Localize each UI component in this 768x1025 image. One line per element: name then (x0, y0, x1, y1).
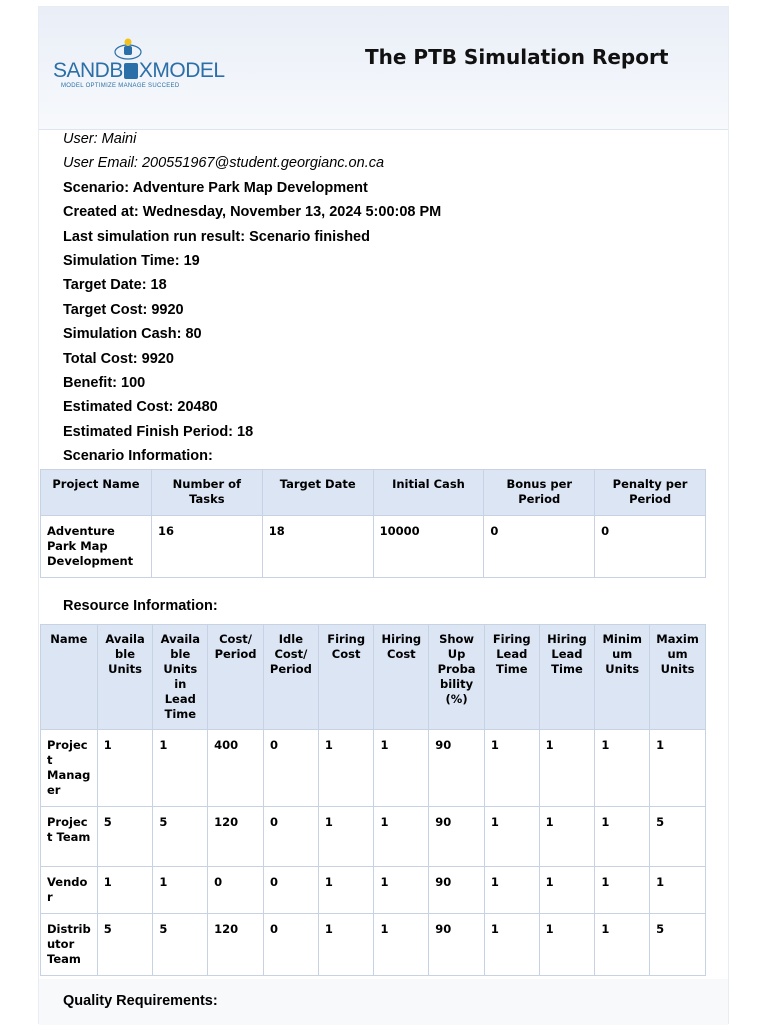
table-cell: Adventure Park Map Development (41, 516, 152, 578)
simulation-time-line: Simulation Time: 19 (63, 252, 200, 269)
table-cell: 5 (650, 807, 706, 867)
table-cell: 400 (208, 730, 264, 807)
table-cell: 5 (153, 807, 208, 867)
table-row (41, 516, 706, 578)
resource-table (40, 624, 706, 976)
report-page (38, 6, 729, 1024)
table-cell: 1 (318, 730, 374, 807)
table-cell: 0 (263, 914, 318, 976)
table-cell: 0 (595, 516, 706, 578)
column-header: Hiring Lead Time (539, 625, 595, 730)
quality-requirements-title: Quality Requirements: (63, 993, 218, 1009)
sandboxmodel-logo (53, 37, 223, 93)
column-header: Cost/ Period (208, 625, 264, 730)
table-cell: 1 (484, 867, 539, 914)
column-header: Target Date (262, 470, 373, 516)
total-cost-line: Total Cost: 9920 (63, 350, 174, 367)
column-header: Availa ble Units in Lead Time (153, 625, 208, 730)
table-cell: 1 (650, 730, 706, 807)
column-header: Minim um Units (595, 625, 650, 730)
table-cell: 1 (97, 867, 153, 914)
table-row (41, 867, 706, 914)
user-email-line: User Email: 200551967@student.georgianc.on.ca (63, 155, 385, 172)
estimated-cost-line: Estimated Cost: 20480 (63, 399, 218, 416)
table-cell: 5 (97, 807, 153, 867)
column-header: Firing Lead Time (484, 625, 539, 730)
table-cell: 5 (650, 914, 706, 976)
scenario-table (40, 469, 706, 578)
table-cell: 1 (539, 807, 595, 867)
scenario-line: Scenario: Adventure Park Map Development (63, 179, 368, 196)
resource-header-row (41, 625, 706, 730)
table-cell: 1 (595, 914, 650, 976)
table-cell: 16 (151, 516, 262, 578)
table-cell: 1 (374, 914, 429, 976)
user-line: User: Maini (63, 131, 137, 147)
column-header: Number of Tasks (151, 470, 262, 516)
table-cell: 0 (484, 516, 595, 578)
estimated-finish-line: Estimated Finish Period: 18 (63, 423, 254, 440)
table-cell: 90 (429, 807, 485, 867)
table-cell: 1 (318, 867, 374, 914)
column-header: Firing Cost (318, 625, 374, 730)
table-cell: 1 (484, 914, 539, 976)
table-cell: 1 (484, 807, 539, 867)
column-header: Idle Cost/ Period (263, 625, 318, 730)
table-cell: 1 (539, 730, 595, 807)
table-cell: 0 (208, 867, 264, 914)
column-header: Project Name (41, 470, 152, 516)
table-cell: 5 (97, 914, 153, 976)
column-header: Bonus per Period (484, 470, 595, 516)
created-at-line: Created at: Wednesday, November 13, 2024 5:00:08 PM (63, 204, 442, 221)
table-cell: 1 (595, 867, 650, 914)
table-cell: 90 (429, 867, 485, 914)
table-cell: 1 (318, 807, 374, 867)
table-cell: 1 (318, 914, 374, 976)
report-header (39, 7, 728, 130)
table-cell: 90 (429, 730, 485, 807)
table-cell: Distrib utor Team (41, 914, 98, 976)
report-title: The PTB Simulation Report (365, 45, 669, 69)
table-cell: 1 (484, 730, 539, 807)
column-header: Name (41, 625, 98, 730)
table-row (41, 807, 706, 867)
target-date-line: Target Date: 18 (63, 277, 167, 294)
table-cell: Vendo r (41, 867, 98, 914)
report-summary (63, 127, 703, 468)
table-cell: 120 (208, 914, 264, 976)
table-cell: 1 (153, 730, 208, 807)
table-cell: 1 (539, 867, 595, 914)
table-cell: 10000 (373, 516, 484, 578)
column-header: Show Up Proba bility (%) (429, 625, 485, 730)
table-cell: 5 (153, 914, 208, 976)
table-cell: 1 (374, 807, 429, 867)
table-cell: Projec t Team (41, 807, 98, 867)
table-cell: Projec t Manag er (41, 730, 98, 807)
column-header: Hiring Cost (374, 625, 429, 730)
table-cell: 0 (263, 867, 318, 914)
table-row (41, 914, 706, 976)
table-cell: 90 (429, 914, 485, 976)
table-cell: 0 (263, 807, 318, 867)
scenario-header-row (41, 470, 706, 516)
table-cell: 0 (263, 730, 318, 807)
table-row (41, 730, 706, 807)
logo-wordmark: SANDB XMODEL (53, 59, 225, 82)
column-header: Initial Cash (373, 470, 484, 516)
column-header: Penalty per Period (595, 470, 706, 516)
column-header: Availa ble Units (97, 625, 153, 730)
last-run-line: Last simulation run result: Scenario finished (63, 228, 370, 245)
table-cell: 1 (374, 730, 429, 807)
table-cell: 1 (97, 730, 153, 807)
table-cell: 1 (650, 867, 706, 914)
table-cell: 1 (539, 914, 595, 976)
target-cost-line: Target Cost: 9920 (63, 301, 184, 318)
table-cell: 1 (374, 867, 429, 914)
column-header: Maxim um Units (650, 625, 706, 730)
table-cell: 1 (153, 867, 208, 914)
scenario-info-title: Scenario Information: (63, 448, 213, 465)
benefit-line: Benefit: 100 (63, 374, 146, 391)
logo-tagline: MODEL OPTIMIZE MANAGE SUCCEED (61, 83, 180, 89)
table-cell: 18 (262, 516, 373, 578)
table-cell: 1 (595, 730, 650, 807)
simulation-cash-line: Simulation Cash: 80 (63, 326, 202, 343)
resource-info-title: Resource Information: (63, 598, 218, 614)
table-cell: 1 (595, 807, 650, 867)
table-cell: 120 (208, 807, 264, 867)
